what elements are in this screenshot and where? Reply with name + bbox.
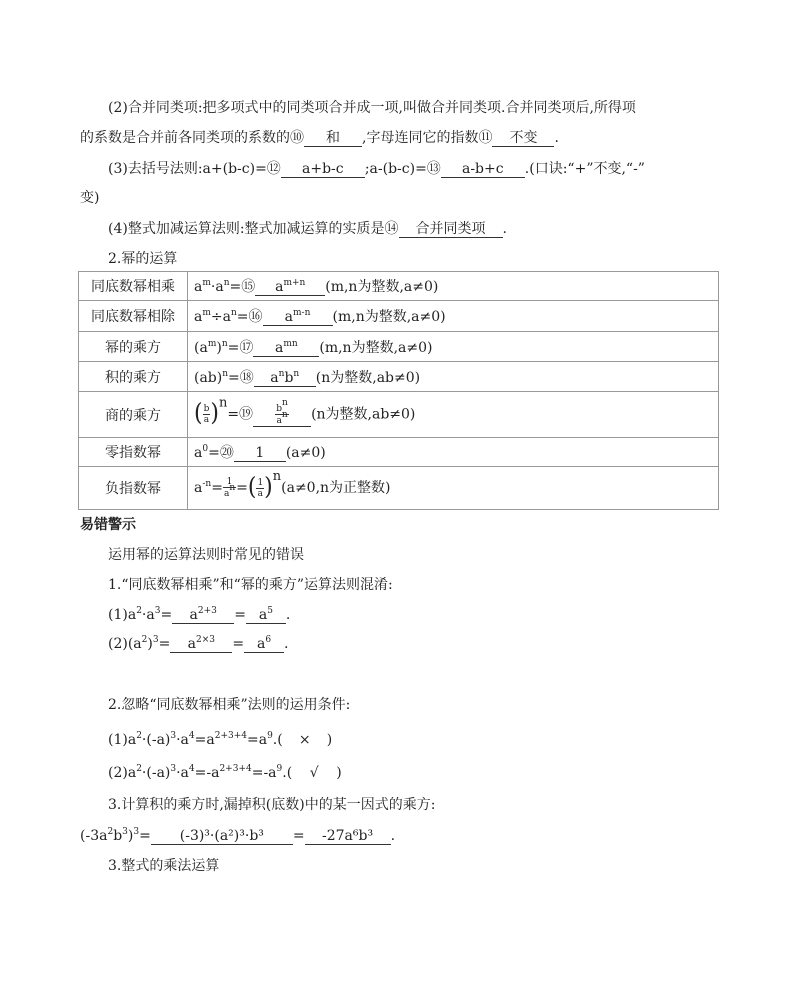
warning-3-item: $(-3a^2b^3)^3= (-3)^3\cdot(a^2)^3\cdot b^3 = -27a^6b^3$ . xyxy=(80,827,396,844)
warning-2-title: 2.忽略“同底数幂相乘”法则的运用条件: xyxy=(108,697,351,713)
table-row xyxy=(79,362,719,392)
blank-18: $a^nb^n$ xyxy=(254,370,316,387)
text: ,字母连同它的指数⑪ xyxy=(362,130,493,146)
text: ;a-(b-c)=⑬ xyxy=(364,161,441,177)
blank-13: a-b+c xyxy=(441,161,525,178)
rule-name: 负指数幂 xyxy=(79,467,188,510)
cross-mark: × xyxy=(298,732,311,748)
text: . xyxy=(502,221,507,237)
table-row xyxy=(79,301,719,332)
merge-like-terms-line2 xyxy=(80,128,559,148)
blank-20: 1 xyxy=(234,445,286,462)
warning-2-item-2: $(2)a^2\cdot(-a)^3\cdot a^4=-a^{2+3+4}=-a^9$.( √ ) xyxy=(108,764,342,781)
bracket-rule-line2 xyxy=(80,188,99,208)
rule-formula: $a^m\div a^n=⑯$ $a^{m-n}$ (m,n为整数,a≠0) xyxy=(188,301,719,332)
text: (4)整式加减运算法则:整式加减运算的实质是⑭ xyxy=(108,221,399,237)
blank-15: $a^{m+n}$ xyxy=(255,279,325,296)
rule-name: 同底数幂相除 xyxy=(79,301,188,332)
table-row xyxy=(79,272,719,301)
merge-like-terms-line1 xyxy=(108,98,636,118)
warning-1-item-2: $(2)(a^2)^3= a^{2\times 3} = a^6$ . xyxy=(108,635,289,652)
blank-12: a+b-c xyxy=(281,161,365,178)
table-row xyxy=(79,438,719,467)
blank-14: 合并同类项 xyxy=(399,221,503,238)
add-subtract-rule xyxy=(108,219,507,239)
bracket-rule-line1 xyxy=(108,159,645,179)
warning-1-item-1: $(1)a^2\cdot a^3= a^{2+3} = a^5$ . xyxy=(108,606,291,623)
rule-name: 同底数幂相乘 xyxy=(79,272,188,301)
section-polynomial-multiplication: 3.整式的乘法运算 xyxy=(108,858,220,874)
rule-formula: ( $\frac{b}{a}$ )$^n$=⑲ $\frac{b^n}{a^n}$ (n为整数,ab≠0) xyxy=(188,392,719,438)
rule-formula: $a^0=⑳$ 1 (a≠0) xyxy=(188,438,719,467)
blank-16: $a^{m-n}$ xyxy=(263,309,333,326)
blank-11: 不变 xyxy=(492,130,554,147)
warning-1-title: 1.“同底数幂相乘”和“幂的乘方”运算法则混淆: xyxy=(108,577,393,593)
rule-formula: $a^m\cdot a^n=⑮$ $a^{m+n}$ (m,n为整数,a≠0) xyxy=(188,272,719,301)
power-rules-table xyxy=(78,271,719,510)
table-row xyxy=(79,332,719,362)
table-row xyxy=(79,467,719,510)
blank-10: 和 xyxy=(304,130,362,147)
check-mark: √ xyxy=(309,765,319,781)
warning-2-item-1: $(1)a^2\cdot(-a)^3\cdot a^4=a^{2+3+4}=a^9$.( × ) xyxy=(108,731,333,748)
warning-subtitle: 运用幂的运算法则时常见的错误 xyxy=(108,547,304,563)
blank-17: $a^{mn}$ xyxy=(253,340,319,357)
text: 变) xyxy=(80,190,100,206)
text: . xyxy=(554,130,559,146)
text: (2)合并同类项:把多项式中的同类项合并成一项,叫做合并同类项.合并同类项后,所得项 xyxy=(108,100,636,116)
blank-19: $\frac{b^n}{a^n}$ xyxy=(253,403,311,427)
warning-title: 易错警示 xyxy=(80,517,136,533)
rule-name: 零指数幂 xyxy=(79,438,188,467)
rule-formula: $a^{-n}=$ $\frac{1}{a^n}$ =( $\frac{1}{a}$ )$^n$(a≠0,n为正整数) xyxy=(188,467,719,510)
warning-3-title: 3.计算积的乘方时,漏掉积(底数)中的某一因式的乘方: xyxy=(108,797,436,813)
rule-name: 商的乘方 xyxy=(79,392,188,438)
text: 的系数是合并前各同类项的系数的⑩ xyxy=(80,130,304,146)
text: (3)去括号法则:a+(b-c)=⑫ xyxy=(108,161,281,177)
rule-formula: (ab)$^n$=⑱ $a^nb^n$ (n为整数,ab≠0) xyxy=(188,362,719,392)
section-power-operations: 2.幂的运算 xyxy=(108,251,178,267)
rule-formula: $(a^m)^n=⑰$ $a^{mn}$ (m,n为整数,a≠0) xyxy=(188,332,719,362)
rule-name: 积的乘方 xyxy=(79,362,188,392)
rule-name: 幂的乘方 xyxy=(79,332,188,362)
text: .(口诀:“+”不变,“-” xyxy=(524,161,645,177)
table-row xyxy=(79,392,719,438)
